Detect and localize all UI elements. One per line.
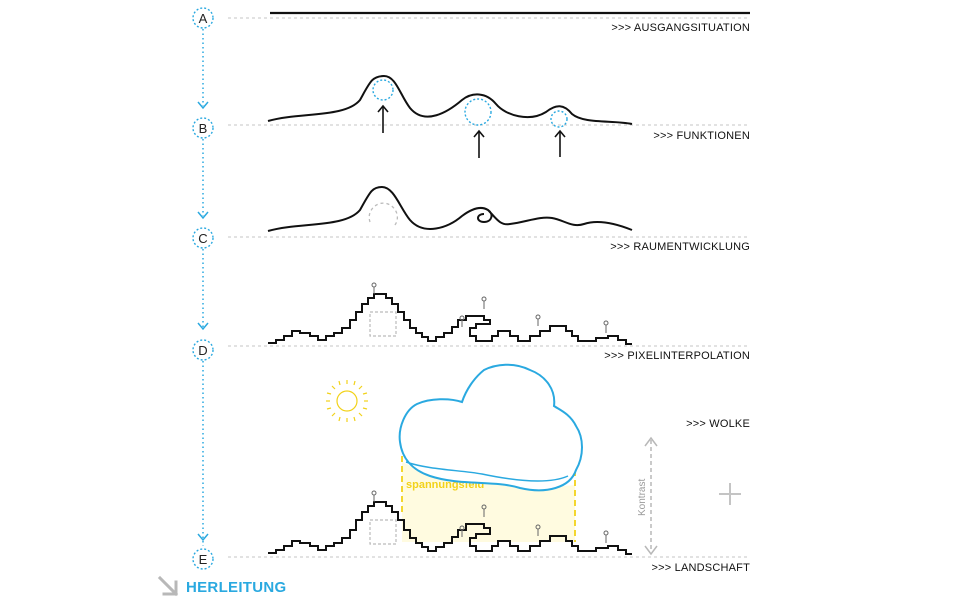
step-marker-b <box>193 118 213 138</box>
step-letter-c: C <box>198 231 208 246</box>
stage-label-c: >>> RAUMENTWICKLUNG <box>610 241 750 253</box>
sun-rays <box>326 380 368 422</box>
step-letter-a: A <box>198 11 208 26</box>
human-figures-d <box>372 283 608 333</box>
step-letter-d: D <box>198 343 208 358</box>
hidden-pixel-square-e <box>370 520 396 544</box>
cloud-shape <box>400 365 582 491</box>
arrow-down-right-icon <box>156 574 182 600</box>
step-letter-e: E <box>198 552 208 567</box>
footer-title: HERLEITUNG <box>186 579 287 596</box>
step-marker-a <box>193 8 213 28</box>
wave-b <box>268 76 632 158</box>
sun-icon <box>326 380 368 422</box>
kontrast-label: Kontrast <box>637 478 648 516</box>
hidden-circle-c <box>369 203 397 226</box>
step-marker-d <box>193 340 213 360</box>
stage-label-d: >>> PIXELINTERPOLATION <box>604 350 750 362</box>
pixel-profile-d <box>268 283 632 344</box>
plus-icon <box>719 483 741 505</box>
stage-label-e: >>> LANDSCHAFT <box>651 562 750 574</box>
wave-c <box>268 187 632 231</box>
hidden-pixel-square-d <box>370 312 396 336</box>
stage-label-b: >>> FUNKTIONEN <box>653 130 750 142</box>
stage-label-a: >>> AUSGANGSITUATION <box>611 22 750 34</box>
function-circle-1 <box>373 80 393 100</box>
function-circle-2 <box>465 99 491 125</box>
stage-label-wolke: >>> WOLKE <box>686 418 750 430</box>
step-marker-e <box>193 549 213 569</box>
spannungsfeld-label: spannungsfeld <box>406 479 485 491</box>
step-letter-b: B <box>198 121 208 136</box>
step-marker-c <box>193 228 213 248</box>
